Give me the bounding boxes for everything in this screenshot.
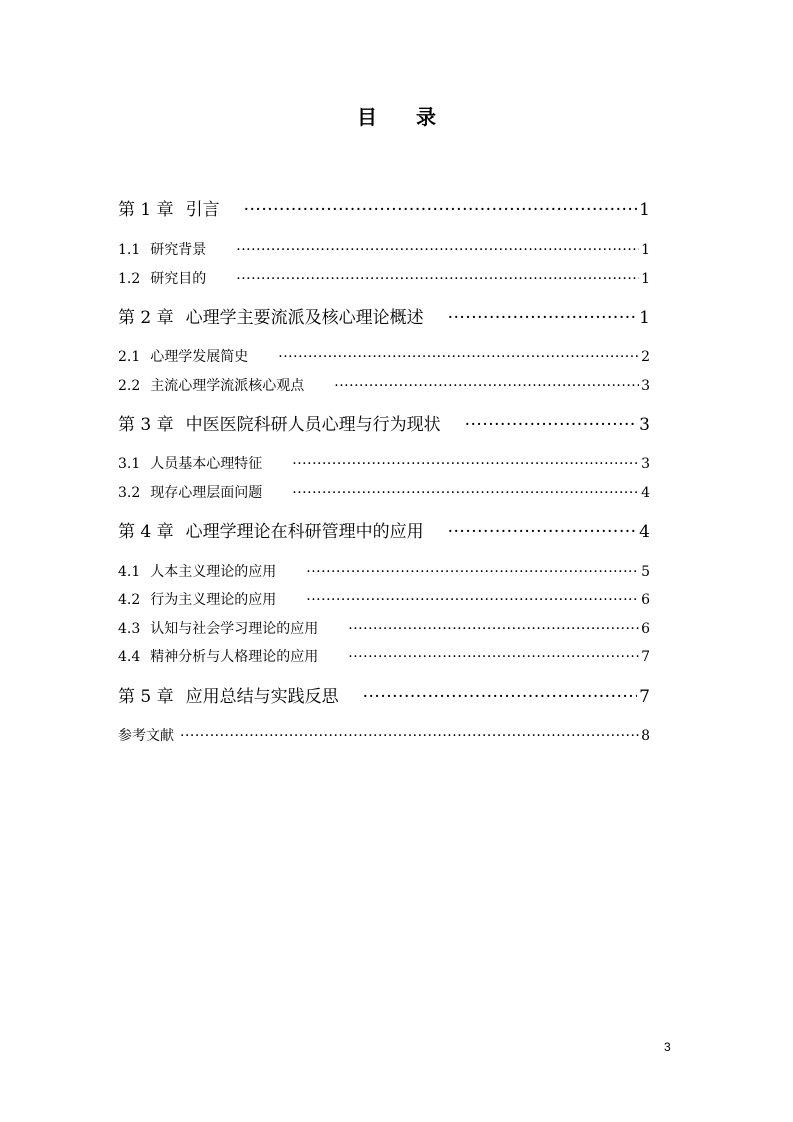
toc-title: 目 录: [357, 105, 452, 129]
toc-entry-label: 现存心理层面问题: [150, 485, 263, 501]
toc-entry-label: 人本主义理论的应用: [150, 564, 277, 580]
toc-entry-number: 第 3 章: [118, 415, 174, 435]
dot-leader: [244, 202, 638, 219]
toc-entry-number: 2.2: [118, 378, 141, 394]
toc-entry-4-3[interactable]: [118, 622, 650, 636]
toc-entry-number: 第 1 章: [118, 200, 174, 220]
dot-leader: [306, 565, 639, 579]
dot-leader: [448, 310, 638, 327]
toc-entry-number: 4.4: [118, 649, 141, 665]
toc-entry-page: 4: [641, 485, 650, 501]
toc-entry-page: 3: [639, 415, 650, 435]
toc-entry-page: 1: [641, 271, 650, 287]
toc-entry-page: 2: [641, 349, 650, 365]
toc-entry-2-1[interactable]: [118, 350, 650, 364]
toc-entry-number: 4.2: [118, 592, 141, 608]
dot-leader: [278, 350, 639, 364]
dot-leader: [236, 243, 639, 257]
toc-entry-label: 主流心理学流派核心观点: [150, 378, 305, 394]
toc-entry-2-2[interactable]: [118, 379, 650, 393]
toc-entry-3-1[interactable]: [118, 457, 650, 471]
toc-entry-chapter-5[interactable]: [118, 689, 650, 706]
toc-entry-references[interactable]: [118, 729, 650, 743]
dot-leader: [306, 593, 639, 607]
toc-entry-4-1[interactable]: [118, 565, 650, 579]
dot-leader: [465, 417, 638, 434]
toc-entry-page: 1: [639, 308, 650, 328]
toc-entry-number: 4.1: [118, 564, 141, 580]
toc-entry-label: 中医医院科研人员心理与行为现状: [185, 415, 441, 435]
toc-entry-page: 8: [641, 728, 650, 744]
toc-entry-page: 6: [641, 621, 650, 637]
toc-entry-label: 引言: [185, 200, 220, 220]
toc-entry-page: 7: [641, 649, 650, 665]
toc-entry-label: 心理学理论在科研管理中的应用: [185, 522, 424, 542]
dot-leader: [236, 272, 639, 286]
toc-entry-number: 第 2 章: [118, 308, 174, 328]
dot-leader: [292, 457, 639, 471]
toc-entry-label: 心理学主要流派及核心理论概述: [185, 308, 424, 328]
toc-entry-number: 3.2: [118, 485, 141, 501]
toc-entry-number: 3.1: [118, 456, 141, 472]
toc-entry-number: 4.3: [118, 621, 141, 637]
toc-entry-1-1[interactable]: [118, 243, 650, 257]
toc-entry-page: 1: [639, 200, 650, 220]
toc-entry-label: 参考文献: [118, 728, 174, 744]
toc-entry-label: 应用总结与实践反思: [185, 687, 339, 707]
toc-entry-number: 2.1: [118, 349, 141, 365]
toc-entry-label: 精神分析与人格理论的应用: [150, 649, 319, 665]
toc-entry-label: 认知与社会学习理论的应用: [150, 621, 319, 637]
toc-entry-chapter-3[interactable]: [118, 417, 650, 434]
toc-entry-4-4[interactable]: [118, 650, 650, 664]
toc-entry-number: 1.2: [118, 271, 141, 287]
toc-entry-label: 心理学发展简史: [150, 349, 249, 365]
toc-entry-page: 3: [641, 378, 650, 394]
toc-entry-chapter-4[interactable]: [118, 524, 650, 541]
toc-entry-4-2[interactable]: [118, 593, 650, 607]
toc-entry-label: 研究目的: [150, 271, 207, 287]
page-number: 3: [664, 1040, 671, 1054]
toc-entry-page: 3: [641, 456, 650, 472]
toc-entry-page: 4: [639, 522, 650, 542]
toc-entry-page: 6: [641, 592, 650, 608]
toc-entry-label: 人员基本心理特征: [150, 456, 263, 472]
toc-entry-3-2[interactable]: [118, 486, 650, 500]
dot-leader: [348, 622, 639, 636]
toc-entry-page: 1: [641, 242, 650, 258]
toc-entry-number: 第 4 章: [118, 522, 174, 542]
toc-entry-1-2[interactable]: [118, 272, 650, 286]
toc-entry-chapter-2[interactable]: [118, 310, 650, 327]
toc-entry-page: 7: [639, 687, 650, 707]
toc-entry-label: 研究背景: [150, 242, 207, 258]
toc-entry-number: 1.1: [118, 242, 141, 258]
toc-entry-chapter-1[interactable]: [118, 202, 650, 219]
dot-leader: [180, 729, 639, 743]
toc-entry-label: 行为主义理论的应用: [150, 592, 277, 608]
dot-leader: [334, 379, 639, 393]
dot-leader: [448, 524, 638, 541]
toc-entry-number: 第 5 章: [118, 687, 174, 707]
dot-leader: [348, 650, 639, 664]
dot-leader: [363, 689, 638, 706]
dot-leader: [292, 486, 639, 500]
toc-entry-page: 5: [641, 564, 650, 580]
